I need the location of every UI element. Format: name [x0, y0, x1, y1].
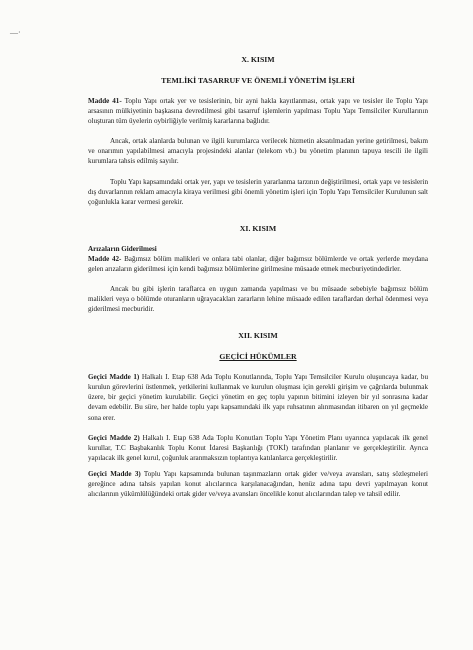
section-xi-subheading: Arızaların Giderilmesi	[88, 244, 157, 253]
madde-41-paragraph-3: Toplu Yapı kapsamındaki ortak yer, yapı ve tesislerin yararlanma tarzının değiştirilmesi, ortak yapı ve tesislerin dış duvarlarının reklam amacıyla kiraya verilmesi gibi önemli yönetim işleri için Toplu Yapı Temsilciler Kurulunun salt çoğunlukla karar vermesi gerekir.	[88, 177, 428, 206]
document-content	[88, 54, 428, 499]
gecici-madde-1-label: Geçici Madde 1)	[88, 373, 140, 382]
gecici-madde-3-label: Geçici Madde 3)	[88, 469, 141, 478]
section-xii-title: XII. KISIM	[238, 331, 278, 341]
section-x-subtitle: TEMLİKİ TASARRUF VE ÖNEMLİ YÖNETİM İŞLERİ	[161, 76, 355, 86]
madde-42-text: Bağımsız bölüm malikleri ve onlara tabi olanlar, diğer bağımsız bölümlerde ve ortak yerlerde meydana gelen arızaların giderilmesi için kendi bağımsız bölümlerine girilmesine müsaade etmek mecburiyetindedirler.	[88, 254, 428, 273]
gecici-madde-3	[88, 469, 428, 499]
section-x-title: X. KISIM	[241, 55, 275, 64]
madde-41-paragraph-2: Ancak, ortak alanlarda bulunan ve ilgili kurumlarca verilecek hizmetin aksatılmadan yerine getirilmesi, bakım ve onarımın yapılabilmesi amacıyla projesindeki alanlar (telekom vb.) bu yönetim planının tapuya tescili ile ilgili kurumlara tahsis edilmiş sayılır.	[88, 137, 428, 166]
madde-42-paragraph-2: Ancak bu gibi işlerin taraflarca en uygun zamanda yapılması ve bu müsaade sebebiyle bağımsız bölüm malikleri veya o bölümde oturanların uğrayacakları zararların lehine müsaade edilen taraflardan derhal ödenmesi veya giderilmesi mecburidir.	[88, 284, 428, 314]
gecici-madde-1-text: Halkalı I. Etap 638 Ada Toplu Konutlarında, Toplu Yapı Temsilciler Kurulu oluşuncaya kadar, bu kurulun görevlerini üstlenmek, yetkilerini kullanmak ve kurulun oluşması için gerekli girişim ve çağrılarda bulunmak üzere, bir geçici yönetim kurulabilir. Geçici yönetim en geç toplu yapının bitimini izleyen bir yıl sonrasına kadar devam edebilir. Bu süre, her halde toplu yapı kapsamındaki ilk yapı ruhsatının alınmasından itibaren on yıl geçmekle sona erer.	[88, 373, 428, 422]
gecici-madde-2-label: Geçici Madde 2)	[88, 433, 140, 442]
madde-42	[88, 254, 428, 274]
madde-41-text: Toplu Yapı ortak yer ve tesislerinin, bir ayni hakla kayıtlanması, ortak yapı ve tesisler ile Toplu Yapı arsasının mülkiyetinin başkasına devredilmesi gibi tasarruf işlemlerin yapılması Toplu Yapı Temsilciler Kurullarının oluşturan tüm üyelerin oybirliğiyle verilmiş kararlarına bağlıdır.	[88, 97, 428, 126]
corner-mark: —·	[10, 28, 21, 37]
gecici-madde-1	[88, 372, 428, 422]
gecici-madde-2	[88, 433, 428, 463]
madde-42-label: Madde 42-	[88, 254, 122, 263]
madde-41-label: Madde 41-	[88, 97, 122, 106]
section-xi-title: XI. KISIM	[239, 223, 277, 233]
section-xii-subtitle: GEÇİCİ HÜKÜMLER	[219, 352, 297, 362]
gecici-madde-2-text: Halkalı I. Etap 638 Ada Toplu Konutları Toplu Yapı Yönetim Planı uyarınca yapılacak ilk genel kurullar, T.C Başbakanlık Toplu Konut İdaresi Başkanlığı (TOKİ) tarafından planlanır ve gerçekleştirilir. Ayrıca yapılacak ilk genel kurul, çoğunluk aranmaksızın toplantıya katılanlarca gerçekleştirilir.	[88, 433, 428, 462]
gecici-madde-3-text: Toplu Yapı kapsamında bulunan taşınmazların ortak gider ve/veya avansları, satış sözleşmeleri gereğince adına tahsis yapılan konut alıcılarınca karşılanacağından, henüz adına tapu devri yapılmayan konut alıcılarının yükümlülüğündeki ortak gider ve/veya avansları öncelikle konut alıcılarından talep ve tahsil edilir.	[88, 469, 428, 498]
madde-41	[88, 96, 428, 126]
